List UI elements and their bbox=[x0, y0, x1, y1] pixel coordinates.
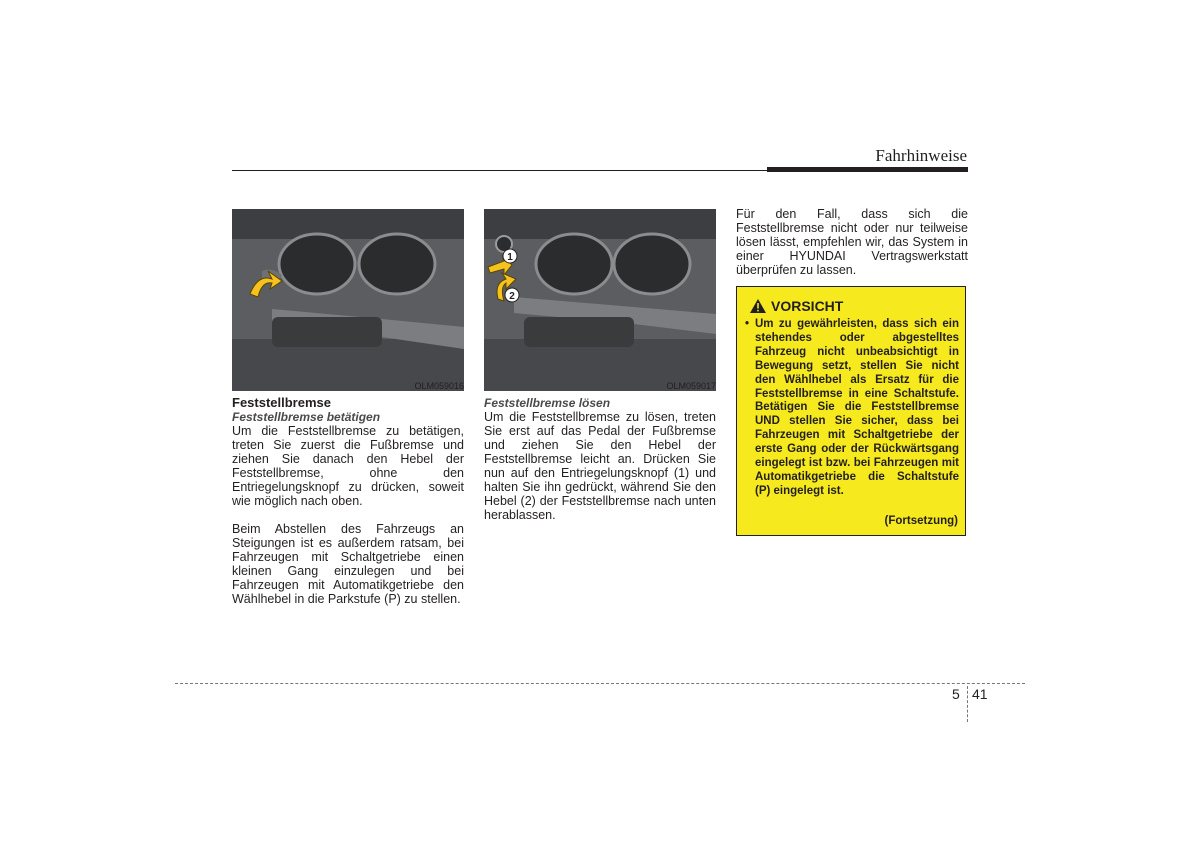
warning-title-text: VORSICHT bbox=[771, 298, 844, 314]
parking-brake-photo-release bbox=[484, 209, 716, 391]
warning-text: Um zu gewährleisten, dass sich ein stehendes oder abgestelltes Fahrzeug nicht unbeabsichtigt in Bewegung setzt, stellen Sie nicht den Wählhebel als Ersatz für die Feststellbremse in eine Schaltstufe. Betätigen Sie die Feststellbremse UND stellen Sie sicher, dass bei Fahrzeugen mit Schaltgetriebe der erste Gang oder der Rückwärtsgang eingelegt ist bzw. bei Fahrzeugen mit Automatikgetriebe die Schaltstufe (P) eingelegt ist. bbox=[755, 318, 959, 497]
marker-1: 1 bbox=[507, 252, 513, 263]
header-rule bbox=[232, 170, 767, 171]
column-2 bbox=[484, 396, 716, 522]
bullet: • bbox=[745, 318, 750, 330]
paragraph: Für den Fall, dass sich die Feststellbremse nicht oder nur teilweise lösen lässt, empfehlen wir, das System in einer HYUNDAI Vertragswerkstatt überprüfen zu lassen. bbox=[736, 207, 968, 277]
figure-caption: OLM059016 bbox=[414, 381, 464, 391]
section-number: 5 bbox=[952, 686, 960, 702]
paragraph: Um die Feststellbremse zu betätigen, treten Sie zuerst die Fußbremse und ziehen Sie danach den Hebel der Feststellbremse, ohne den Entriegelungsknopf zu drücken, soweit wie möglich nach oben. bbox=[232, 424, 464, 508]
parking-brake-photo-apply bbox=[232, 209, 464, 391]
page-number: 41 bbox=[972, 686, 988, 702]
header-bar bbox=[767, 167, 968, 172]
continuation-note: (Fortsetzung) bbox=[884, 515, 958, 527]
subheading: Feststellbremse lösen bbox=[484, 396, 611, 410]
footer-rule bbox=[175, 683, 1025, 684]
paragraph: Um die Feststellbremse zu lösen, treten Sie erst auf das Pedal der Fußbremse und ziehen Sie den Hebel der Feststellbremse leicht an. Drücken Sie nun auf den Entriegelungsknopf (1) und halten Sie ihn gedrückt, während Sie den Hebel (2) der Feststellbremse nach unten herablassen. bbox=[484, 410, 716, 522]
heading: Feststellbremse bbox=[232, 395, 331, 410]
subheading: Feststellbremse betätigen bbox=[232, 410, 381, 424]
column-1 bbox=[232, 396, 464, 606]
warning-box bbox=[736, 286, 966, 536]
warning-triangle-icon bbox=[750, 299, 766, 313]
figure-caption: OLM059017 bbox=[666, 381, 716, 391]
section-title: Fahrhinweise bbox=[875, 146, 967, 165]
warning-title bbox=[750, 298, 843, 314]
column-3 bbox=[736, 207, 968, 277]
paragraph: Beim Abstellen des Fahrzeugs an Steigungen ist es außerdem ratsam, bei Fahrzeugen mit Schaltgetriebe einen kleinen Gang einzulegen und bei Fahrzeugen mit Automatikgetriebe den Wählhebel in die Parkstufe (P) zu stellen. bbox=[232, 522, 464, 606]
marker-2: 2 bbox=[509, 291, 515, 302]
warning-body bbox=[745, 318, 959, 499]
footer-divider bbox=[967, 686, 968, 722]
